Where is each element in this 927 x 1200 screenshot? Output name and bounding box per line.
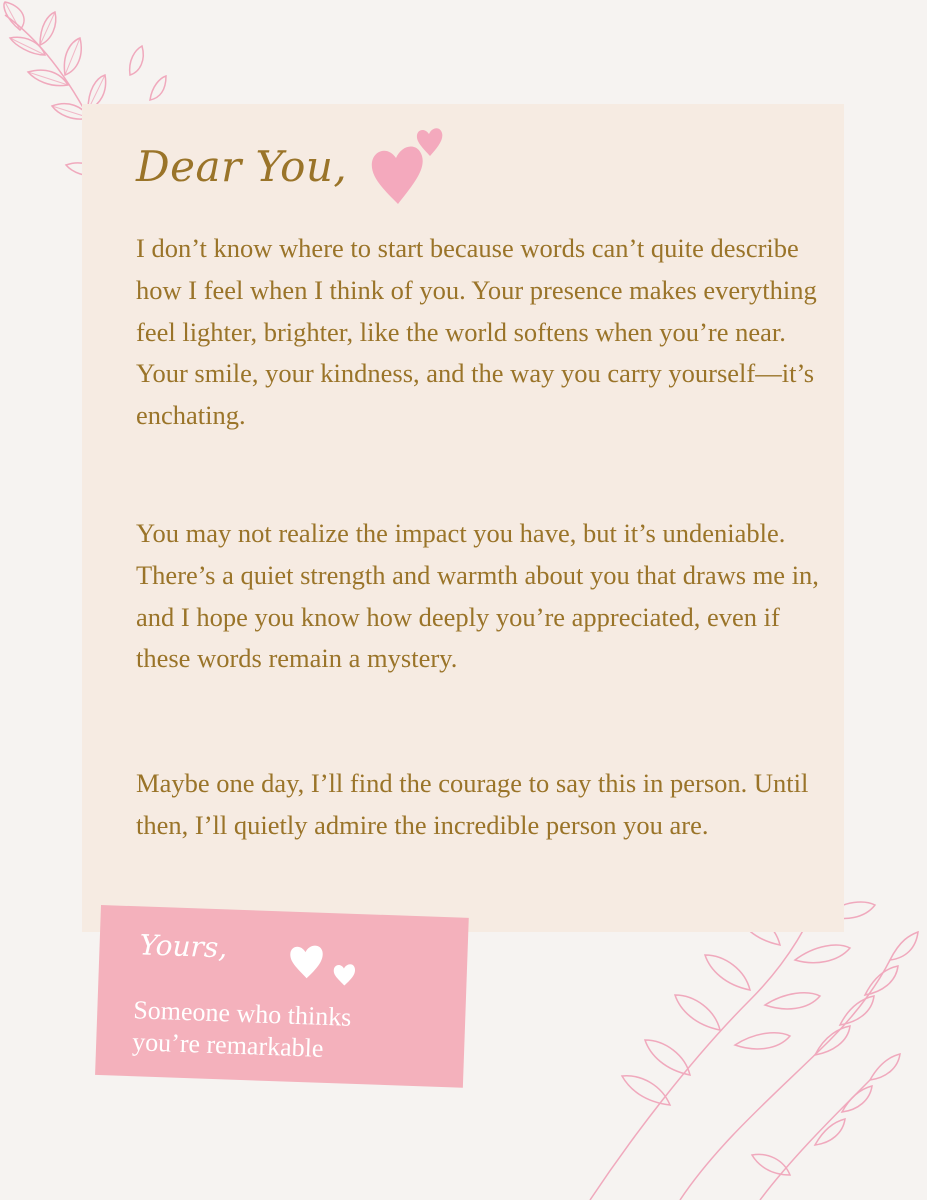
heart-icon (368, 126, 453, 206)
signature-note (95, 905, 469, 1088)
signature-text (132, 994, 454, 1069)
letter-paragraph-2: You may not realize the impact you have, but it’s undeniable. There’s a quiet strength and warmth about you that draws me in, and I hope you know how deeply you’re appreciated, even if these words remain a mystery. (136, 518, 819, 674)
letter-paragraph-1: I don’t know where to start because words can’t quite describe how I feel when I think of you. Your presence makes everything feel lighter, brighter, like the world softens when you’re near. Your smile, your kindness, and the way you carry yourself—it’s enchating. (136, 233, 817, 431)
signature-line-1: Someone who thinks (132, 995, 352, 1032)
letter-paragraph-3: Maybe one day, I’ll find the courage to say this in person. Until then, I’ll quietly admire the incredible person you are. (136, 768, 809, 840)
letter-greeting: Dear You, (136, 142, 348, 191)
heart-icon (286, 938, 368, 991)
signature-closing: Yours, (139, 928, 228, 965)
signature-line-2: you’re remarkable (131, 1027, 324, 1063)
